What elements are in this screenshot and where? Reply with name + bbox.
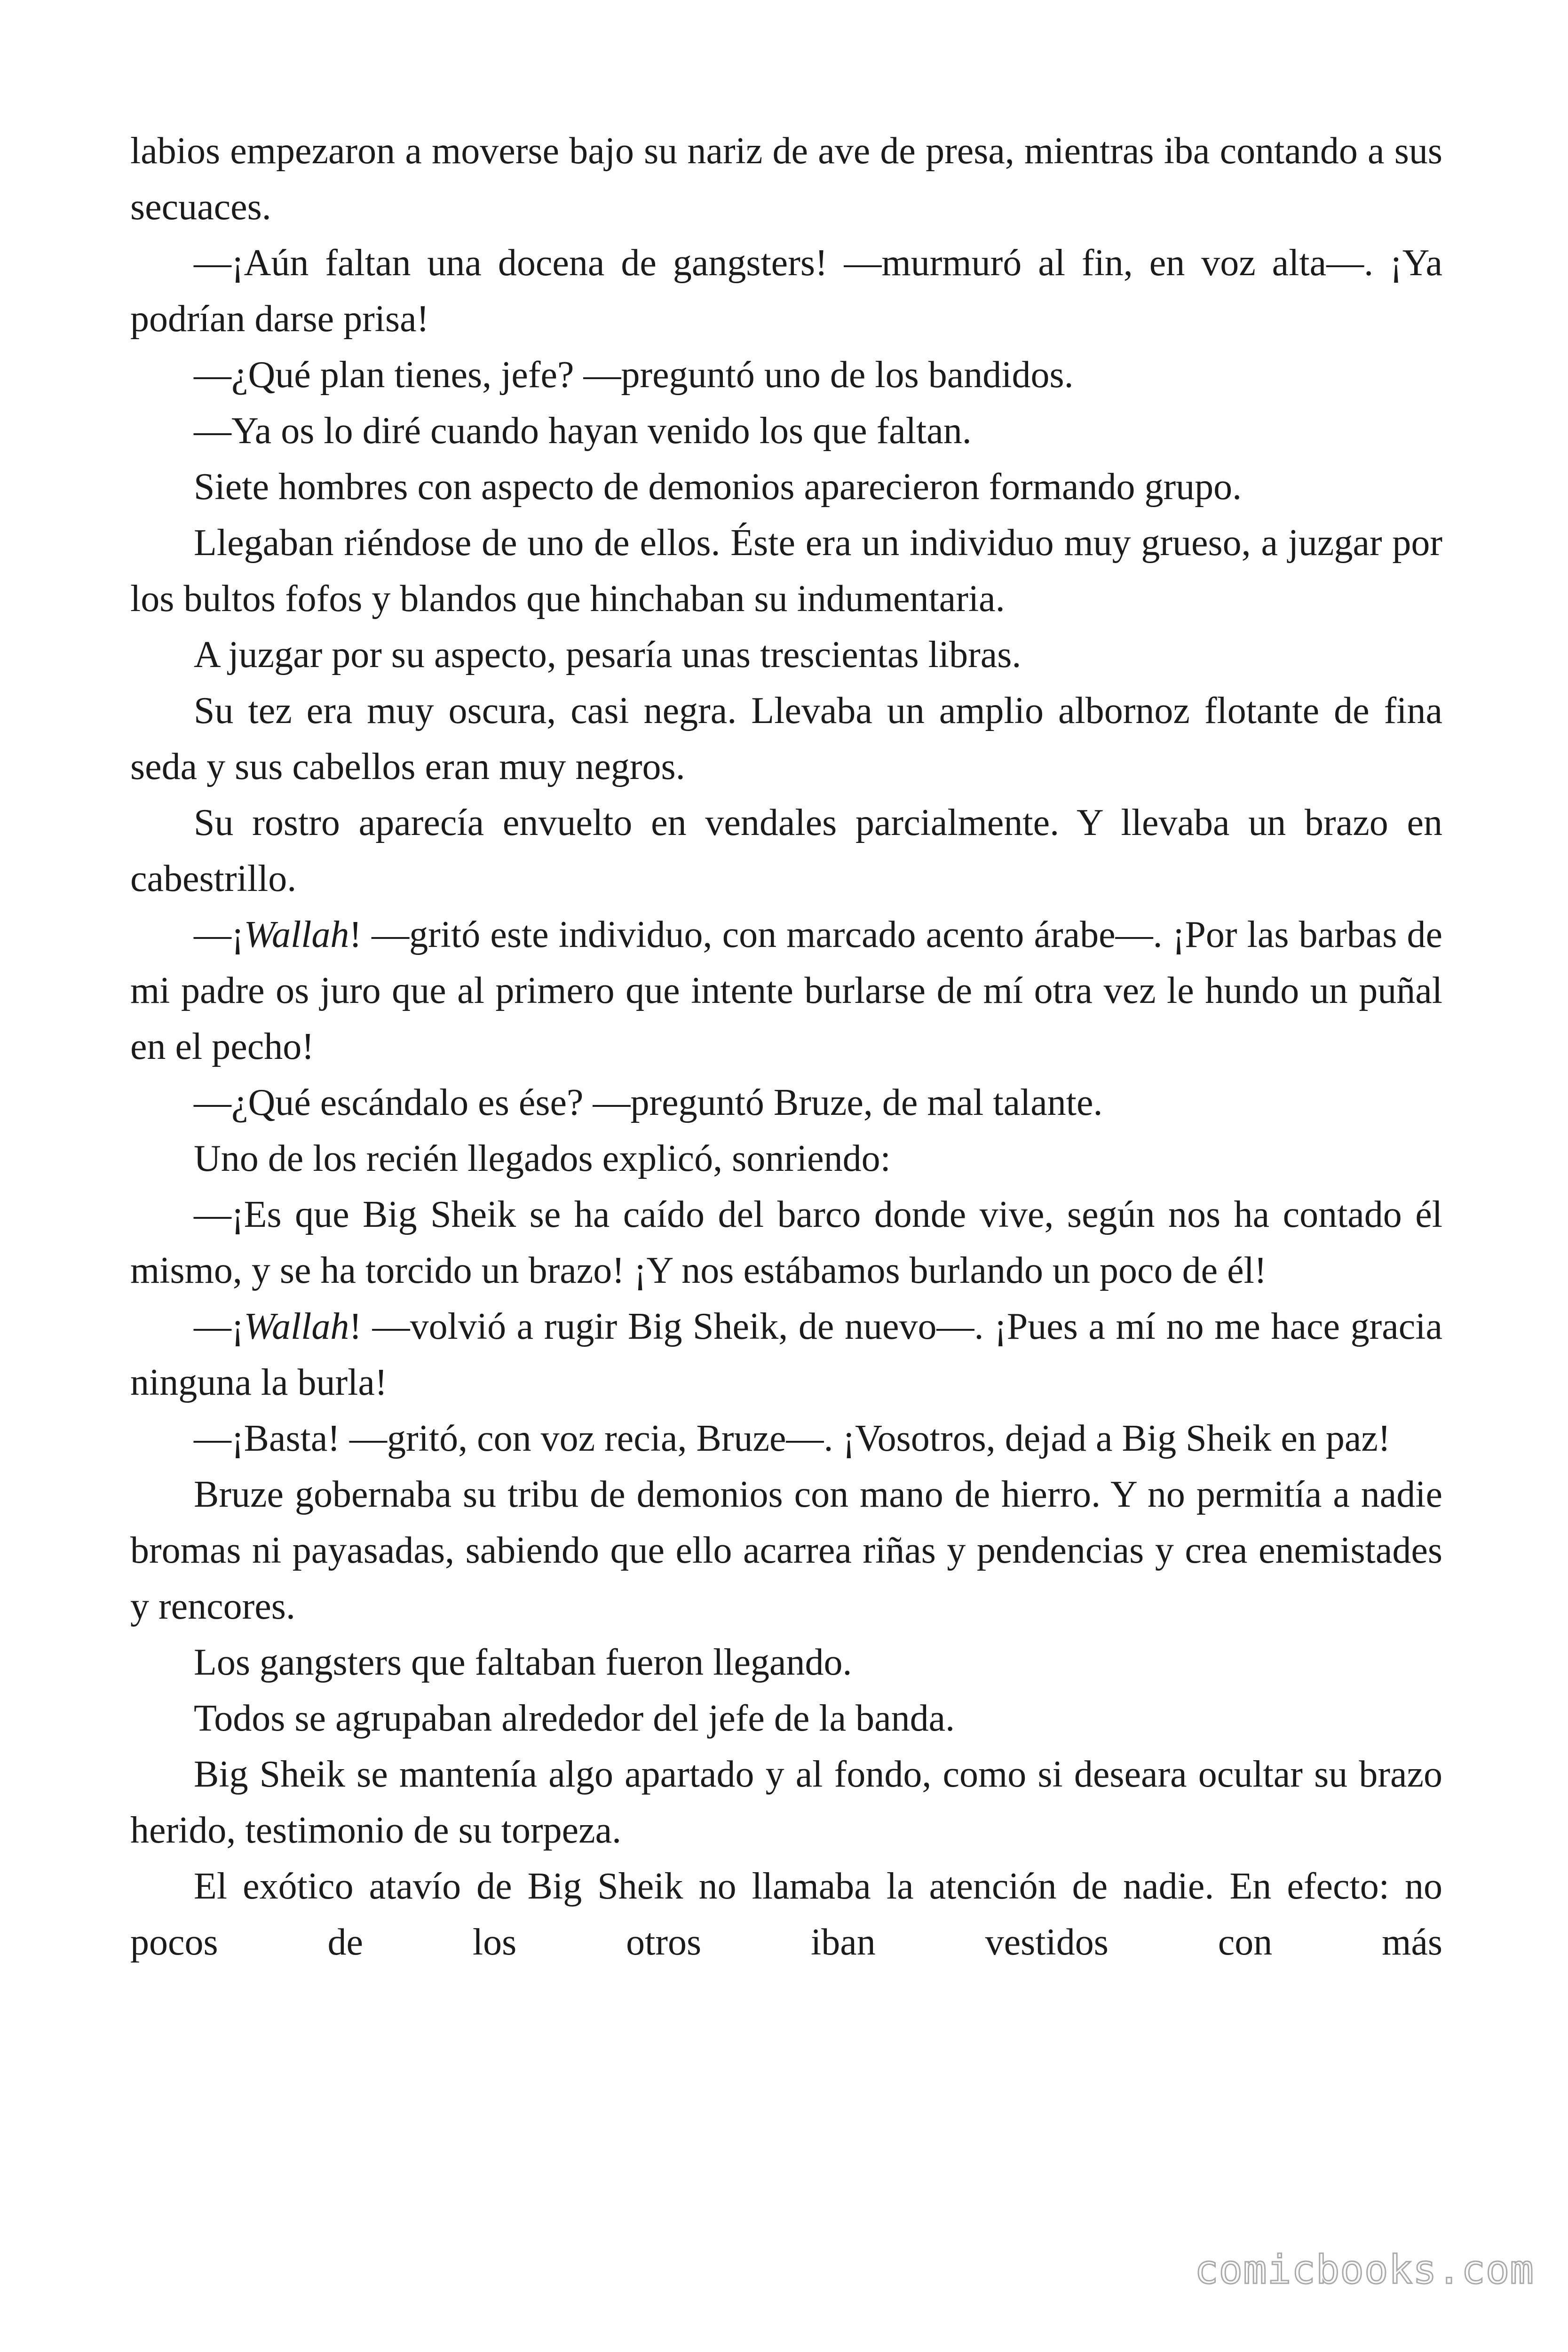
paragraph: Su rostro aparecía envuelto en vendales parcialmente. Y llevaba un brazo en cabestrillo. (130, 802, 1442, 899)
watermark-logo: comicbooks.com (1194, 2247, 1534, 2293)
paragraph: A juzgar por su aspecto, pesaría unas trescientas libras. (194, 634, 1022, 675)
paragraph: Los gangsters que faltaban fueron llegando. (194, 1642, 852, 1683)
paragraph-text: ! —gritó este individuo, con marcado acento árabe—. ¡Por las barbas de mi padre os juro que al primero que intente burlarse de mí otra vez le hundo un puñal en el pecho! (130, 914, 1442, 1067)
page-body (130, 123, 1442, 1971)
paragraph: —¡Basta! —gritó, con voz recia, Bruze—. ¡Vosotros, dejad a Big Sheik en paz! (194, 1418, 1391, 1459)
paragraph-text: —¡ (194, 914, 244, 955)
paragraph-text: —¡ (194, 1306, 244, 1347)
paragraph: Llegaban riéndose de uno de ellos. Éste era un individuo muy grueso, a juzgar por los bultos fofos y blandos que hinchaban su indumentaria. (130, 522, 1442, 620)
paragraph: —¡Aún faltan una docena de gangsters! —murmuró al fin, en voz alta—. ¡Ya podrían darse prisa! (130, 242, 1442, 340)
paragraph: Siete hombres con aspecto de demonios aparecieron formando grupo. (194, 466, 1242, 508)
paragraph: Uno de los recién llegados explicó, sonriendo: (194, 1138, 891, 1179)
paragraph (130, 907, 1442, 1075)
paragraph: —¡Es que Big Sheik se ha caído del barco donde vive, según nos ha contado él mismo, y se ha torcido un brazo! ¡Y nos estábamos burlando un poco de él! (130, 1194, 1442, 1291)
paragraph: El exótico atavío de Big Sheik no llamaba la atención de nadie. En efecto: no pocos de los otros iban vestidos con más (130, 1866, 1442, 1963)
paragraph: labios empezaron a moverse bajo su nariz de ave de presa, mientras iba contando a sus secuaces. (130, 130, 1442, 228)
paragraph: —¿Qué escándalo es ése? —preguntó Bruze, de mal talante. (194, 1082, 1103, 1123)
paragraph (130, 1299, 1442, 1411)
paragraph: Su tez era muy oscura, casi negra. Llevaba un amplio albornoz flotante de fina seda y sus cabellos eran muy negros. (130, 690, 1442, 787)
paragraph-text: ! —volvió a rugir Big Sheik, de nuevo—. ¡Pues a mí no me hace gracia ninguna la burla! (130, 1306, 1442, 1403)
italic-word: Wallah (244, 914, 349, 955)
paragraph: Todos se agrupaban alrededor del jefe de la banda. (194, 1698, 955, 1739)
paragraph: Big Sheik se mantenía algo apartado y al fondo, como si deseara ocultar su brazo herido, testimonio de su torpeza. (130, 1754, 1442, 1851)
paragraph: —¿Qué plan tienes, jefe? —preguntó uno de los bandidos. (194, 354, 1074, 396)
paragraph: —Ya os lo diré cuando hayan venido los que faltan. (194, 410, 972, 452)
paragraph: Bruze gobernaba su tribu de demonios con mano de hierro. Y no permitía a nadie bromas ni payasadas, sabiendo que ello acarrea riñas y pendencias y crea enemistades y rencores. (130, 1474, 1442, 1627)
italic-word: Wallah (244, 1306, 349, 1347)
